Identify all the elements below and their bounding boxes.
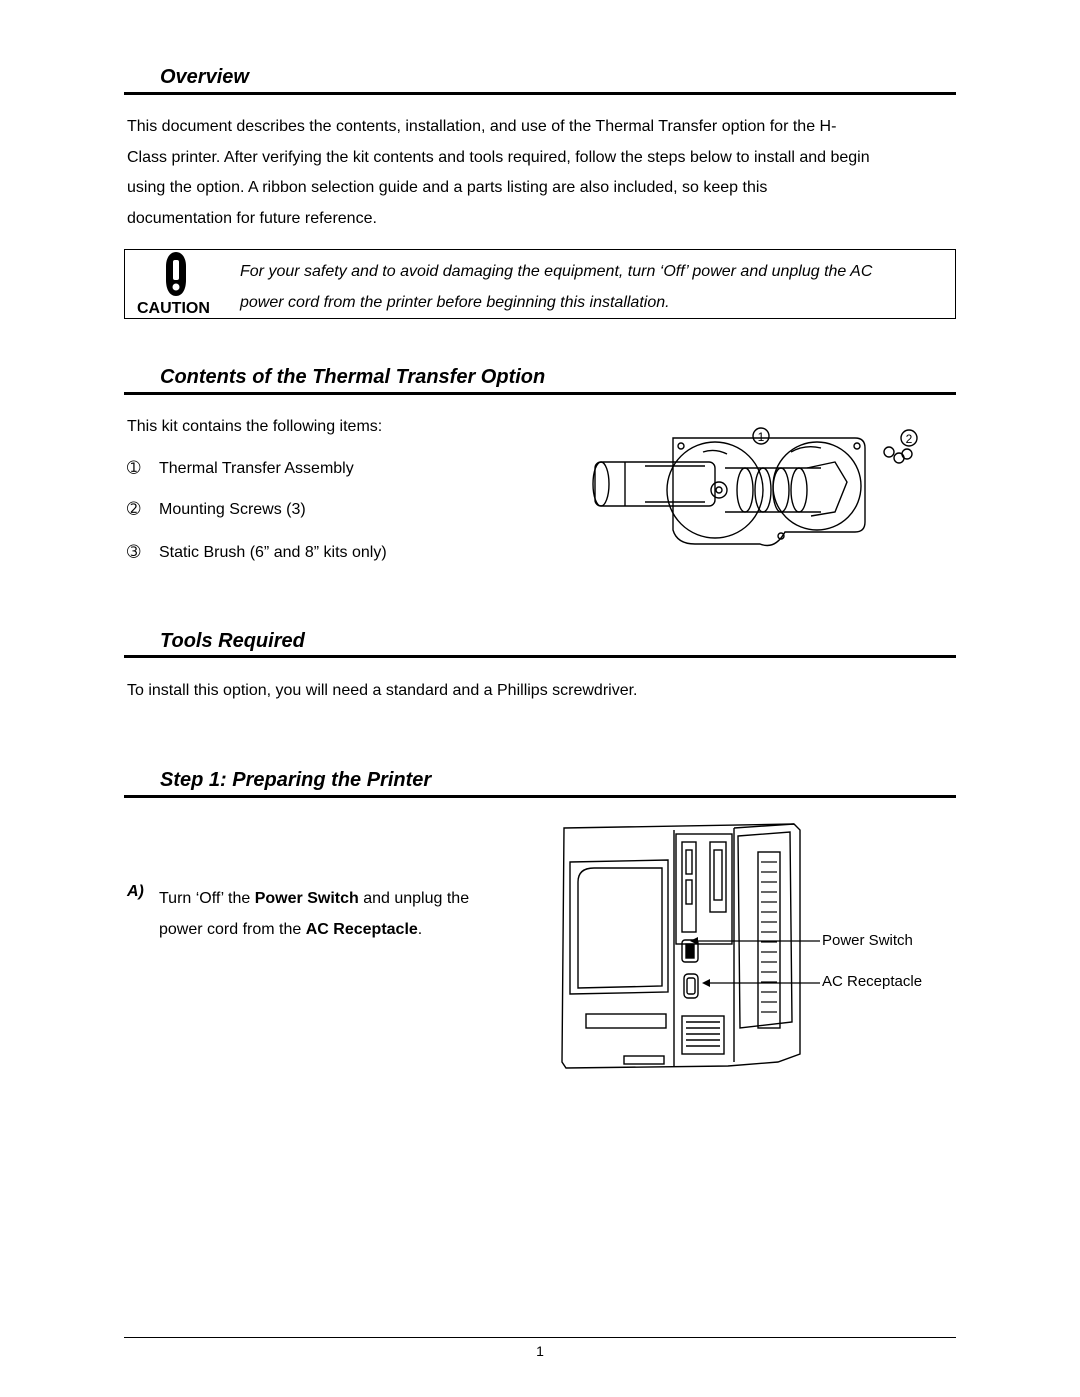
section-rule xyxy=(124,392,956,395)
caution-label: CAUTION xyxy=(137,300,210,317)
section-rule xyxy=(124,795,956,798)
overview-line: documentation for future reference. xyxy=(127,209,377,227)
tools-text: To install this option, you will need a standard and a Phillips screwdriver. xyxy=(127,682,638,699)
step-text: . xyxy=(417,921,423,938)
arrow-icon xyxy=(690,937,698,945)
tools-heading: Tools Required xyxy=(160,630,305,652)
footer-rule xyxy=(124,1337,956,1338)
step-marker: A) xyxy=(127,883,144,900)
figure-label-1: 1 xyxy=(757,430,765,444)
item-marker: ➂ xyxy=(127,544,141,561)
figure-label-2: 2 xyxy=(905,432,913,446)
step1-heading: Step 1: Preparing the Printer xyxy=(160,769,432,791)
caution-line: For your safety and to avoid damaging the equipment, turn ‘Off’ power and unplug the AC xyxy=(240,263,873,280)
list-item xyxy=(127,499,306,519)
page-number: 1 xyxy=(536,1343,544,1359)
caution-line: power cord from the printer before beginning this installation. xyxy=(240,294,670,311)
step-text: Turn ‘Off’ the xyxy=(159,890,255,907)
step-text: and unplug the xyxy=(358,890,470,907)
ac-receptacle-callout: AC Receptacle xyxy=(822,973,923,990)
item-marker: ➀ xyxy=(127,460,141,477)
overview-heading: Overview xyxy=(160,66,249,88)
item-text: Mounting Screws (3) xyxy=(159,501,306,518)
power-switch-term: Power Switch xyxy=(254,890,359,907)
item-text: Static Brush (6” and 8” kits only) xyxy=(159,544,387,561)
list-item xyxy=(127,542,387,562)
item-text: Thermal Transfer Assembly xyxy=(159,460,354,477)
list-item xyxy=(127,458,354,478)
section-rule xyxy=(124,92,956,95)
overview-line: This document describes the contents, installation, and use of the Thermal Transfer option for the H- xyxy=(127,118,837,135)
contents-intro: This kit contains the following items: xyxy=(127,418,383,435)
thermal-transfer-assembly-figure xyxy=(585,422,925,554)
arrow-icon xyxy=(702,979,710,987)
item-marker: ➁ xyxy=(127,501,141,518)
power-switch-callout: Power Switch xyxy=(822,932,913,949)
callout-leaders xyxy=(690,925,830,995)
overview-paragraph xyxy=(127,112,957,234)
ac-receptacle-term: AC Receptacle xyxy=(305,921,418,938)
step-text: power cord from the xyxy=(159,921,306,938)
overview-line: using the option. A ribbon selection guide and a parts listing are also included, so keep this xyxy=(127,179,768,196)
overview-line: Class printer. After verifying the kit contents and tools required, follow the steps below to install and begin xyxy=(127,148,870,166)
section-rule xyxy=(124,655,956,658)
step-instruction xyxy=(159,883,519,945)
caution-text xyxy=(240,256,952,318)
contents-heading: Contents of the Thermal Transfer Option xyxy=(160,366,546,388)
warning-icon xyxy=(152,250,200,298)
